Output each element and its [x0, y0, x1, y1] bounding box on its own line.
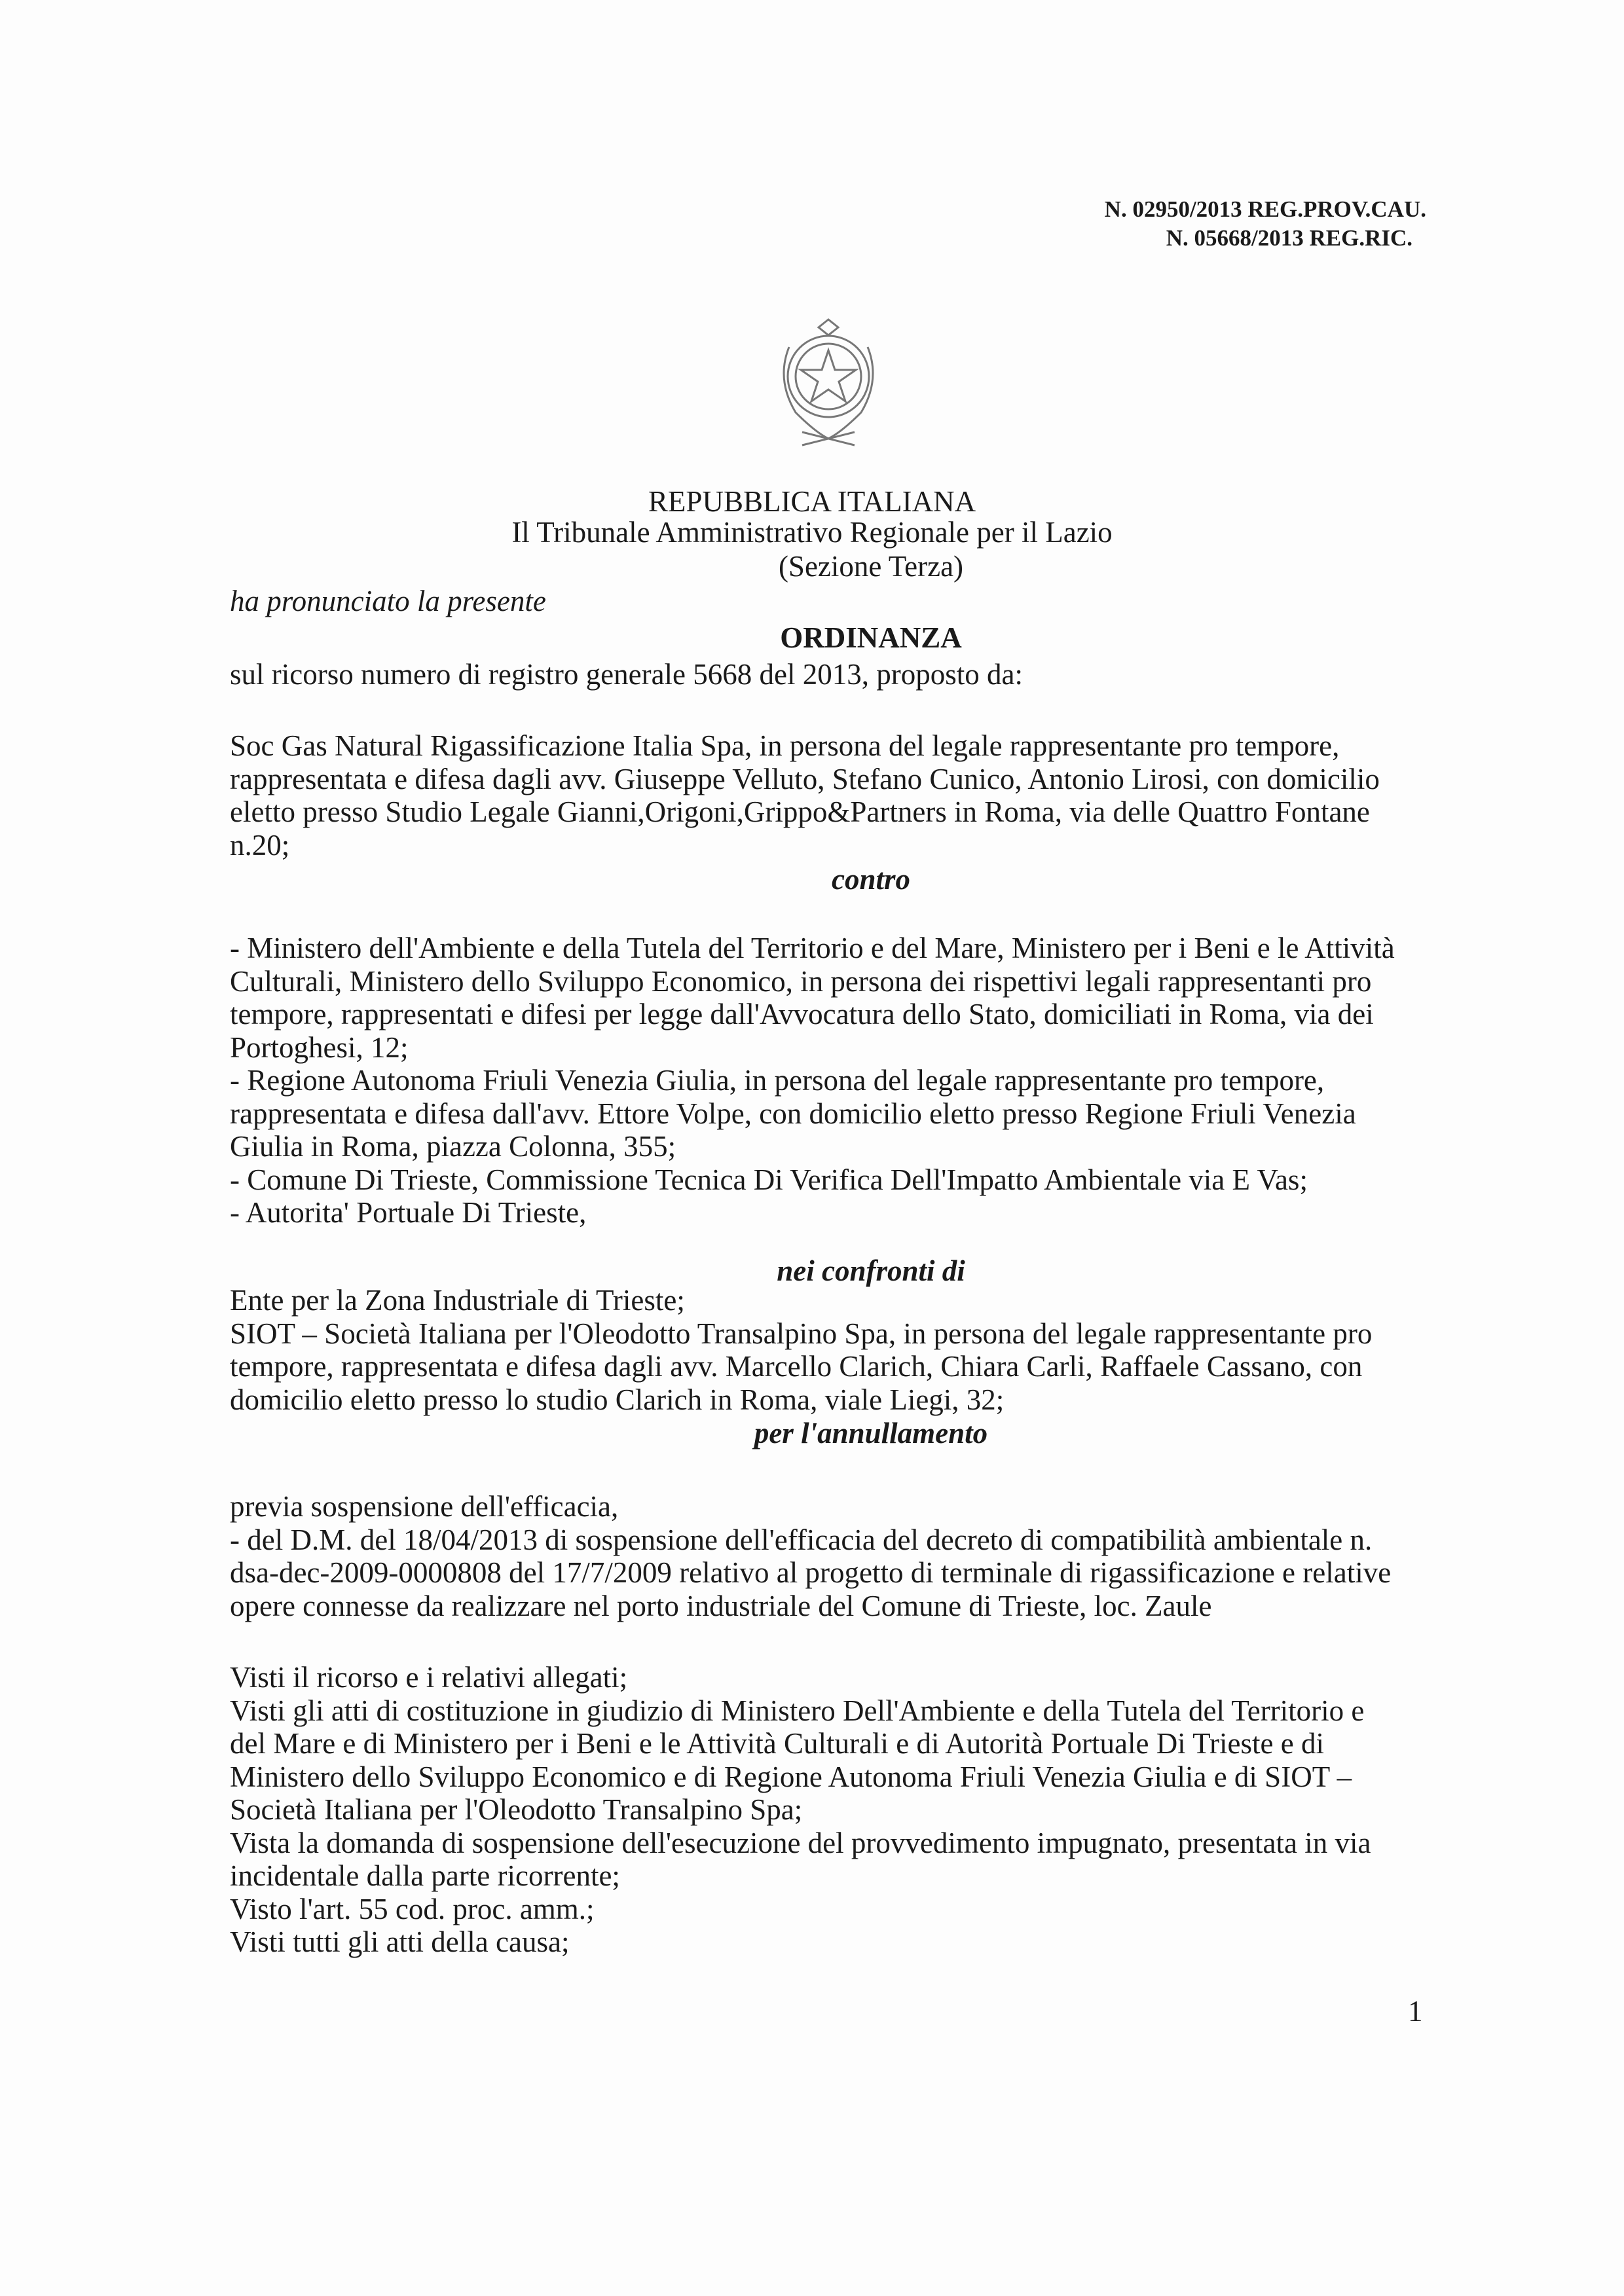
- text-line: domicilio eletto presso lo studio Clarich in Roma, viale Liegi, 32;: [230, 1383, 1005, 1416]
- republic-heading: REPUBBLICA ITALIANA: [648, 485, 976, 518]
- text-line: Visto l'art. 55 cod. proc. amm.;: [230, 1892, 595, 1925]
- ricorrente-section: [230, 729, 1380, 862]
- intro-text: sul ricorso numero di registro generale 5668 del 2013, proposto da:: [230, 658, 1023, 691]
- annullamento-section: [230, 1490, 1391, 1622]
- contro-section: [230, 932, 1395, 1230]
- text-line: n.20;: [230, 828, 290, 862]
- court-name: Il Tribunale Amministrativo Regionale per il Lazio: [511, 516, 1113, 549]
- text-line: Visti tutti gli atti della causa;: [230, 1925, 570, 1958]
- text-line: Soc Gas Natural Rigassificazione Italia Spa, in persona del legale rappresentante pro tempore,: [230, 729, 1340, 762]
- annullamento-label: per l'annullamento: [754, 1417, 988, 1449]
- contro-label: contro: [831, 863, 910, 896]
- text-line: - Comune Di Trieste, Commissione Tecnica Di Verifica Dell'Impatto Ambientale via E Vas;: [230, 1163, 1308, 1196]
- pronounced-text: ha pronunciato la presente: [230, 585, 546, 617]
- document-title: ORDINANZA: [780, 621, 962, 654]
- visti-section: [230, 1661, 1371, 1959]
- text-line: tempore, rappresentati e difesi per legge dall'Avvocatura dello Stato, domiciliati in Roma, via dei: [230, 998, 1374, 1030]
- text-line: Visti il ricorso e i relativi allegati;: [230, 1661, 628, 1694]
- text-line: Portoghesi, 12;: [230, 1030, 409, 1064]
- text-line: del Mare e di Ministero per i Beni e le Attività Culturali e di Autorità Portuale Di Trieste e di: [230, 1727, 1324, 1760]
- text-line: rappresentata e difesa dagli avv. Giuseppe Velluto, Stefano Cunico, Antonio Lirosi, con domicilio: [230, 762, 1380, 795]
- text-line: - del D.M. del 18/04/2013 di sospensione dell'efficacia del decreto di compatibilità ambientale n.: [230, 1523, 1373, 1556]
- text-line: opere connesse da realizzare nel porto industriale del Comune di Trieste, loc. Zaule: [230, 1589, 1212, 1622]
- reg-prov-cau-number: N. 02950/2013 REG.PROV.CAU.: [1104, 196, 1426, 222]
- text-line: previa sospensione dell'efficacia,: [230, 1490, 619, 1523]
- text-line: dsa-dec-2009-0000808 del 17/7/2009 relativo al progetto di terminale di rigassificazione e relative: [230, 1556, 1392, 1589]
- text-line: Società Italiana per l'Oleodotto Transalpino Spa;: [230, 1793, 803, 1826]
- text-line: - Regione Autonoma Friuli Venezia Giulia, in persona del legale rappresentante pro tempore,: [230, 1064, 1325, 1097]
- text-line: Visti gli atti di costituzione in giudizio di Ministero Dell'Ambiente e della Tutela del Territorio e: [230, 1694, 1365, 1727]
- text-line: Giulia in Roma, piazza Colonna, 355;: [230, 1130, 676, 1163]
- text-line: Culturali, Ministero dello Sviluppo Economico, in persona dei rispettivi legali rappresentanti pro: [230, 964, 1372, 998]
- confronti-label: nei confronti di: [777, 1254, 965, 1287]
- page-number: 1: [1408, 1995, 1423, 2028]
- reg-ric-number: N. 05668/2013 REG.RIC.: [1166, 225, 1412, 251]
- text-line: Ministero dello Sviluppo Economico e di Regione Autonoma Friuli Venezia Giulia e di SIOT –: [230, 1760, 1352, 1793]
- text-line: Vista la domanda di sospensione dell'esecuzione del provvedimento impugnato, presentata in via: [230, 1826, 1371, 1859]
- text-line: rappresentata e difesa dall'avv. Ettore Volpe, con domicilio eletto presso Regione Friuli Venezia: [230, 1097, 1356, 1130]
- text-line: SIOT – Società Italiana per l'Oleodotto Transalpino Spa, in persona del legale rappresentante pro: [230, 1317, 1373, 1350]
- text-line: eletto presso Studio Legale Gianni,Origoni,Grippo&Partners in Roma, via delle Quattro Fontane: [230, 795, 1370, 828]
- text-line: incidentale dalla parte ricorrente;: [230, 1859, 620, 1892]
- text-line: - Autorita' Portuale Di Trieste,: [230, 1196, 587, 1229]
- italian-republic-emblem-icon: [763, 308, 894, 452]
- text-line: - Ministero dell'Ambiente e della Tutela del Territorio e del Mare, Ministero per i Beni e le Attività: [230, 932, 1395, 964]
- court-section: (Sezione Terza): [778, 550, 964, 583]
- text-line: tempore, rappresentata e difesa dagli avv. Marcello Clarich, Chiara Carli, Raffaele Cassano, con: [230, 1350, 1363, 1383]
- text-line: Ente per la Zona Industriale di Trieste;: [230, 1284, 685, 1317]
- confronti-section: [230, 1284, 1372, 1416]
